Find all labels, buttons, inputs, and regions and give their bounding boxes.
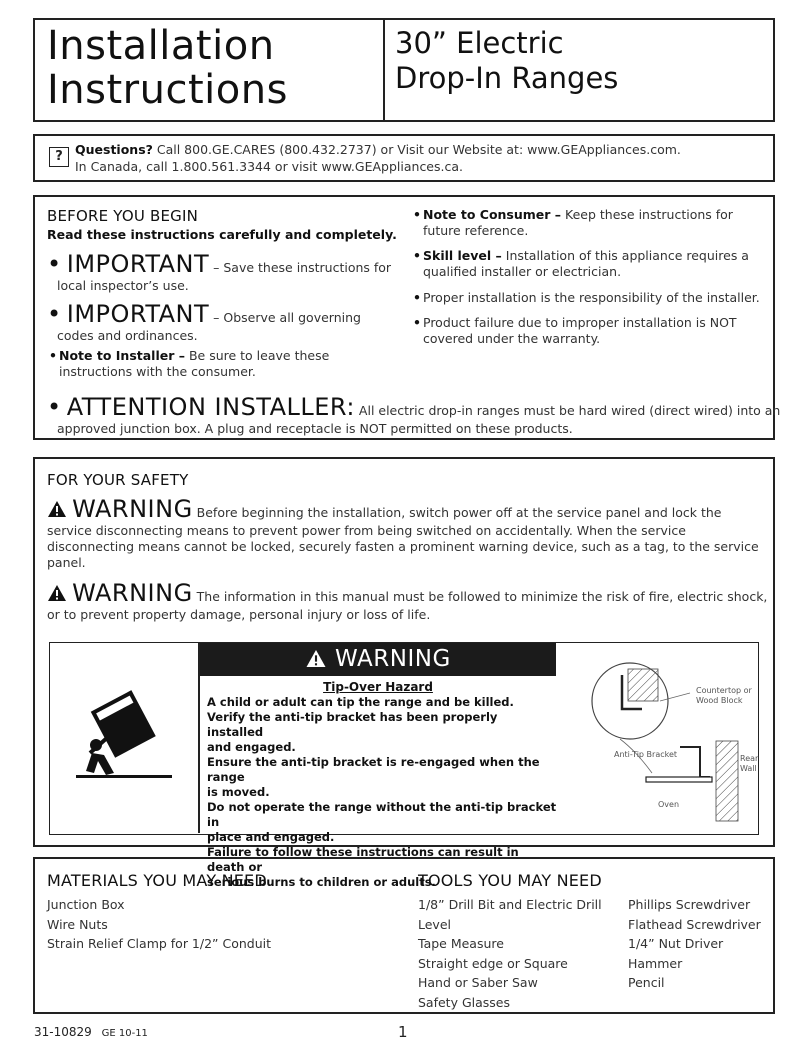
questions-contact: Call 800.GE.CARES (800.432.2737) or Visit our Website at: www.GEAppliances.com. (156, 142, 681, 157)
installer-label: Note to Installer – (59, 348, 185, 363)
list-item: 1/8” Drill Bit and Electric Drill (418, 897, 602, 912)
list-item: Safety Glasses (418, 994, 511, 1010)
important2-bullet: • (47, 300, 62, 328)
hazard-line: and engaged. (207, 740, 296, 754)
list-item: Pencil (628, 975, 665, 990)
tip-over-pictogram-icon (68, 675, 178, 795)
tools-list-col1 (418, 895, 602, 1012)
materials-title: MATERIALS YOU MAY NEED (47, 871, 267, 890)
warning1-word: WARNING (72, 495, 193, 523)
list-item: Level (418, 916, 451, 932)
warning1-l2: service disconnecting means to prevent power from being switched on accidentally. When the service (47, 523, 686, 538)
bracket-label: Anti-Tip Bracket (614, 750, 678, 759)
list-item: Flathead Screwdriver (628, 916, 761, 932)
important1-word: IMPORTANT (66, 250, 210, 278)
hazard-line: A child or adult can tip the range and be killed. (207, 695, 514, 709)
list-item: Strain Relief Clamp for 1/2” Conduit (47, 936, 272, 951)
warning1-l4: panel. (47, 555, 86, 570)
failure-line2: covered under the warranty. (423, 331, 601, 346)
hazard-line: is moved. (207, 785, 270, 799)
consumer-text2: future reference. (423, 223, 529, 238)
list-item: Phillips Screwdriver (628, 897, 751, 912)
attention-bullet: • (47, 393, 62, 421)
list-item: Hand or Saber Saw (418, 975, 538, 990)
warning2 (47, 579, 772, 623)
list-item: 1/4” Nut Driver (628, 936, 724, 951)
tools-list-col2 (628, 895, 761, 993)
installer-text2: instructions with the consumer. (59, 364, 256, 379)
skill-label: Skill level – (423, 248, 502, 263)
questions-line1 (75, 142, 681, 158)
warning2-word: WARNING (72, 579, 193, 607)
failure-note (423, 315, 768, 347)
hazard-line: Verify the anti-tip bracket has been properly installed (207, 710, 498, 739)
before-box (33, 195, 781, 440)
attention (47, 393, 781, 437)
list-item: Junction Box (47, 897, 125, 912)
woodblock-label: Wood Block (696, 696, 743, 705)
warning-banner-text: WARNING (335, 646, 451, 672)
consumer-note (423, 207, 768, 239)
materials-list (47, 895, 271, 954)
title-line1: Installation (47, 23, 275, 69)
hazard-line: Failure to follow these instructions can result in death or (207, 845, 519, 874)
installer-note (59, 348, 399, 380)
warning-triangle-icon (47, 500, 67, 518)
header-box (33, 18, 775, 122)
tools-title: TOOLS YOU MAY NEED (418, 871, 602, 890)
important2-dash: – (209, 310, 224, 325)
header-divider (383, 20, 385, 120)
important1-text1: Save these instructions for (223, 260, 392, 275)
important1 (47, 250, 407, 294)
proper-note: • Proper installation is the responsibility of the installer. (423, 290, 768, 306)
title-block (47, 24, 288, 112)
list-item: Hammer (628, 955, 683, 971)
hazard-line: serious burns to children or adults. (207, 875, 436, 889)
important1-text2: local inspector’s use. (57, 278, 189, 293)
warning-banner (200, 643, 556, 676)
warning2-l2: or to prevent property damage, personal injury or loss of life. (47, 607, 431, 622)
attention-text1: All electric drop-in ranges must be hard wired (direct wired) into an (354, 403, 781, 418)
product-line2: Drop-In Ranges (395, 61, 619, 95)
hazard-line: Ensure the anti-tip bracket is re-engaged when the range (207, 755, 540, 784)
product-line1: 30” Electric (395, 26, 564, 60)
important1-bullet: • (47, 250, 62, 278)
consumer-label: Note to Consumer – (423, 207, 562, 222)
question-icon: ? (49, 147, 69, 167)
important1-dash: – (209, 260, 224, 275)
skill-text2: qualified installer or electrician. (423, 264, 622, 279)
important2-word: IMPORTANT (66, 300, 210, 328)
oven-label: Oven (658, 800, 680, 809)
questions-box (33, 134, 775, 182)
attention-text2: approved junction box. A plug and receptacle is NOT permitted on these products. (57, 421, 573, 436)
hazard-line: Do not operate the range without the anti-tip bracket in (207, 800, 557, 829)
revision-code: GE 10-11 (101, 1028, 148, 1039)
before-subtitle: Read these instructions carefully and completely. (47, 227, 397, 242)
warning1-l3: disconnecting means cannot be locked, securely fasten a prominent warning device, such as a tag, to the service (47, 539, 759, 554)
installer-text1: Be sure to leave these (184, 348, 330, 363)
list-item: Straight edge or Square (418, 955, 568, 971)
attention-word: ATTENTION INSTALLER: (66, 393, 355, 421)
warning1 (47, 495, 772, 571)
page-number: 1 (398, 1023, 408, 1041)
failure-line1: Product failure due to improper installation is NOT (423, 315, 737, 330)
consumer-text1: Keep these instructions for (561, 207, 733, 222)
wall-label: Wall (740, 764, 757, 773)
before-title: BEFORE YOU BEGIN (47, 207, 199, 225)
warning-triangle-icon (47, 584, 67, 602)
materials-tools-box (33, 857, 775, 1014)
important2-text1: Observe all governing (223, 310, 361, 325)
list-item: Wire Nuts (47, 916, 108, 932)
skill-note (423, 248, 768, 280)
countertop-label: Countertop or (696, 686, 752, 695)
questions-line2: In Canada, call 1.800.561.3344 or visit www.GEAppliances.ca. (75, 159, 463, 174)
skill-text1: Installation of this appliance requires a (501, 248, 749, 263)
list-item: Tape Measure (418, 936, 504, 951)
warning2-l1: The information in this manual must be followed to minimize the risk of fire, electric shock, (192, 589, 768, 604)
warning-triangle-icon (305, 649, 327, 668)
warning1-l1: Before beginning the installation, switch power off at the service panel and lock the (192, 505, 722, 520)
important2 (47, 300, 407, 344)
product-block (395, 26, 618, 96)
part-number: 31-10829 (34, 1025, 92, 1039)
anti-tip-diagram (560, 649, 760, 829)
rear-label: Rear (740, 754, 759, 763)
important2-text2: codes and ordinances. (57, 328, 198, 343)
hazard-line: place and engaged. (207, 830, 335, 844)
questions-label: Questions? (75, 142, 153, 157)
hazard-title: Tip-Over Hazard (323, 680, 433, 694)
title-line2: Instructions (47, 67, 288, 113)
safety-title: FOR YOUR SAFETY (47, 471, 189, 489)
footer (34, 1025, 148, 1039)
